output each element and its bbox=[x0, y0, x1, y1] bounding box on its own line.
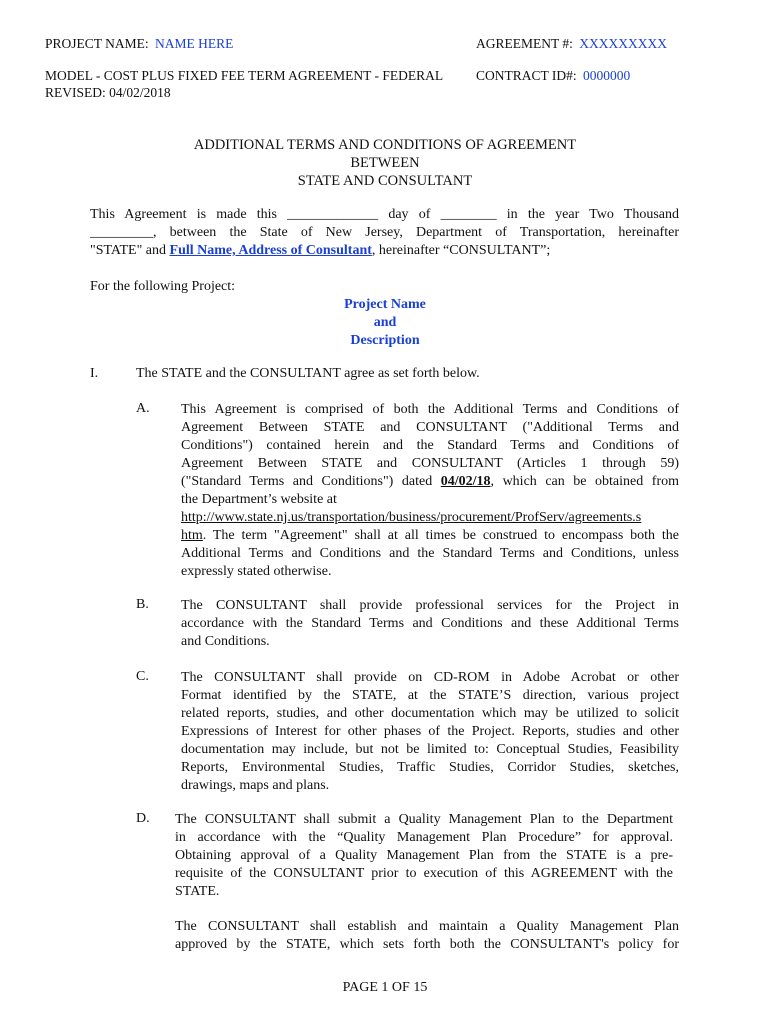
agreements-url-link-end[interactable]: htm bbox=[181, 528, 203, 543]
item-a-line: the Department’s website at bbox=[181, 492, 337, 507]
item-d-line: The CONSULTANT shall submit a Quality Management Plan to the Department bbox=[175, 812, 673, 827]
item-a-line bbox=[181, 473, 679, 491]
item-c-line: related reports, studies, and other documentation which may be utilized to solicit bbox=[181, 706, 679, 721]
item-d-line: The CONSULTANT shall establish and maintain a Quality Management Plan bbox=[175, 919, 679, 934]
intro-line-1: This Agreement is made this _____________ day of ________ in the year Two Thousand bbox=[90, 207, 679, 222]
standard-terms-date: 04/02/18 bbox=[440, 474, 491, 489]
page-number: PAGE 1 OF 15 bbox=[342, 980, 428, 995]
item-b-text bbox=[181, 597, 679, 651]
item-c-line: The CONSULTANT shall provide on CD-ROM in Adobe Acrobat or other bbox=[181, 670, 679, 685]
project-lead: For the following Project: bbox=[90, 279, 236, 294]
item-c-line: drawings, maps and plans. bbox=[181, 778, 330, 793]
contract-id-field bbox=[476, 68, 630, 84]
intro-line-3-end: , hereinafter “CONSULTANT”; bbox=[371, 243, 551, 258]
project-name-value: NAME HERE bbox=[155, 36, 234, 51]
document-title bbox=[0, 136, 770, 190]
item-d-letter: D. bbox=[136, 811, 150, 826]
item-c-line: Reports, Environmental Studies, Traffic Studies, Corridor Studies, sketches, bbox=[181, 760, 679, 775]
title-line-1: ADDITIONAL TERMS AND CONDITIONS OF AGREEMENT bbox=[193, 137, 577, 153]
item-a-date-suffix: , which can be obtained from bbox=[490, 474, 679, 489]
item-c-letter: C. bbox=[136, 669, 149, 684]
revised-line: REVISED: 04/02/2018 bbox=[45, 85, 171, 100]
item-c-text bbox=[181, 669, 679, 795]
intro-paragraph bbox=[90, 206, 679, 260]
intro-line-3 bbox=[90, 242, 679, 260]
agreement-number-label: AGREEMENT #: bbox=[476, 36, 573, 51]
item-c-line: documentation may include, but not be limited to: Conceptual Studies, Feasibility bbox=[181, 742, 679, 757]
item-a-line: Agreement Between STATE and CONSULTANT ("Additional Terms and bbox=[181, 420, 679, 435]
agreement-number-field bbox=[476, 36, 667, 52]
item-d-paragraph-2 bbox=[175, 918, 679, 954]
agreement-number-value: XXXXXXXXX bbox=[579, 36, 667, 51]
item-a-line: Additional Terms and Conditions and the Standard Terms and Conditions, unless bbox=[181, 546, 679, 561]
item-d-line: approved by the STATE, which sets forth both the CONSULTANT's policy for bbox=[175, 937, 679, 952]
item-d-line: STATE. bbox=[175, 884, 220, 899]
item-a-line: expressly stated otherwise. bbox=[181, 564, 332, 579]
item-a-line bbox=[181, 527, 679, 545]
contract-id-label: CONTRACT ID#: bbox=[476, 68, 577, 83]
item-a-line: This Agreement is comprised of both the Additional Terms and Conditions of bbox=[181, 402, 679, 417]
item-b-line: accordance with the Standard Terms and Conditions and these Additional Terms bbox=[181, 616, 679, 631]
item-a-line: Conditions") contained herein and the Standard Terms and Conditions of bbox=[181, 438, 679, 453]
consultant-name-link[interactable]: Full Name, Address of Consultant bbox=[169, 243, 372, 258]
item-b-line: and Conditions. bbox=[181, 634, 270, 649]
title-line-3: STATE AND CONSULTANT bbox=[297, 173, 473, 189]
project-name-line-3: Description bbox=[350, 333, 420, 348]
item-d-line: Obtaining approval of a Quality Management Plan from the STATE is a pre- bbox=[175, 848, 673, 863]
project-name-line-1: Project Name bbox=[344, 297, 426, 312]
project-name-block bbox=[0, 296, 770, 350]
item-b-line: The CONSULTANT shall provide professional services for the Project in bbox=[181, 598, 679, 613]
intro-line-3-start: "STATE" and bbox=[90, 243, 170, 258]
item-a-text bbox=[181, 401, 679, 581]
item-a-term-text: . The term "Agreement" shall at all times be construed to encompass both the bbox=[202, 528, 679, 543]
section-heading: The STATE and the CONSULTANT agree as set forth below. bbox=[136, 366, 480, 381]
project-name-line-2: and bbox=[373, 315, 397, 330]
project-name-label: PROJECT NAME: bbox=[45, 36, 149, 51]
item-c-line: Format identified by the STATE, at the STATE’S direction, various project bbox=[181, 688, 679, 703]
project-name-field bbox=[45, 36, 233, 52]
item-d-text bbox=[175, 811, 673, 901]
item-c-line: Expressions of Interest for other phases of the Project. Reports, studies and other bbox=[181, 724, 679, 739]
item-a-date-prefix: ("Standard Terms and Conditions") dated bbox=[181, 474, 441, 489]
item-d-line: requisite of the CONSULTANT prior to execution of this AGREEMENT with the bbox=[175, 866, 673, 881]
title-line-2: BETWEEN bbox=[350, 155, 420, 171]
item-a-letter: A. bbox=[136, 401, 150, 416]
agreements-url-link[interactable]: http://www.state.nj.us/transportation/business/procurement/ProfServ/agreements.s bbox=[181, 510, 642, 525]
model-line: MODEL - COST PLUS FIXED FEE TERM AGREEMENT - FEDERAL bbox=[45, 68, 444, 83]
item-b-letter: B. bbox=[136, 597, 149, 612]
section-number: I. bbox=[90, 366, 99, 381]
item-a-line: Agreement Between STATE and CONSULTANT (Articles 1 through 59) bbox=[181, 456, 679, 471]
intro-line-2: _________, between the State of New Jersey, Department of Transportation, hereinafter bbox=[90, 225, 679, 240]
item-d-line: in accordance with the “Quality Management Plan Procedure” for approval. bbox=[175, 830, 673, 845]
contract-id-value: 0000000 bbox=[583, 68, 631, 83]
